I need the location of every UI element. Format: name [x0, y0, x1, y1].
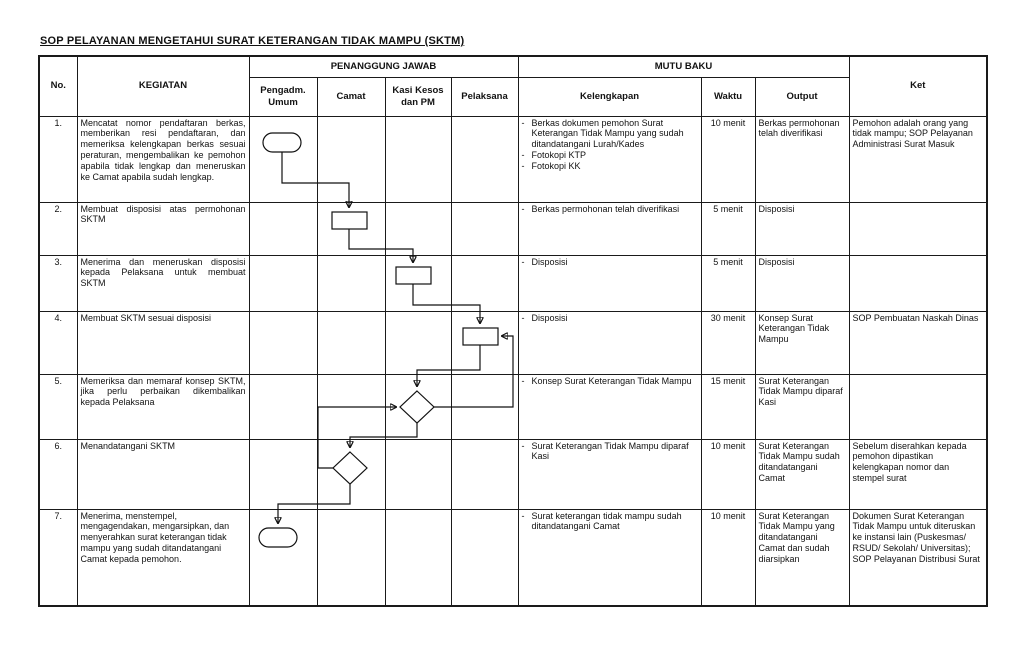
- bullet-dash: -: [521, 150, 525, 161]
- row-number: 2.: [39, 202, 77, 255]
- output-cell: Disposisi: [755, 255, 849, 311]
- col-header-no: No.: [39, 56, 77, 116]
- kegiatan-cell: Membuat SKTM sesuai disposisi: [77, 311, 249, 374]
- lane-cell-camat: [317, 374, 385, 439]
- kegiatan-cell: Menandatangani SKTM: [77, 439, 249, 509]
- waktu-cell: 10 menit: [701, 509, 755, 606]
- bullet-text: Surat keterangan tidak mampu sudah ditandatangani Camat: [531, 510, 682, 532]
- waktu-cell: 5 menit: [701, 255, 755, 311]
- lane-cell-kasi: [385, 255, 451, 311]
- lane-cell-kasi: [385, 374, 451, 439]
- page-title: SOP PELAYANAN MENGETAHUI SURAT KETERANGAN TIDAK MAMPU (SKTM): [40, 35, 465, 47]
- bullet-text: Fotokopi KTP: [531, 150, 587, 161]
- ket-cell: [849, 374, 987, 439]
- bullet-item: [522, 161, 698, 172]
- bullet-item: [522, 118, 698, 151]
- lane-cell-camat: [317, 509, 385, 606]
- bullet-dash: -: [521, 161, 525, 172]
- kelengkapan-cell: [518, 202, 701, 255]
- bullet-dash: -: [521, 312, 525, 323]
- table-row: [39, 116, 987, 202]
- kegiatan-cell: Memeriksa dan memaraf konsep SKTM, jika perlu perbaikan dikembalikan kepada Pelaksana: [77, 374, 249, 439]
- ket-cell: SOP Pembuatan Naskah Dinas: [849, 311, 987, 374]
- bullet-item: [522, 204, 698, 215]
- col-header-pelaksana: Pelaksana: [451, 77, 518, 116]
- lane-cell-camat: [317, 311, 385, 374]
- bullet-dash: -: [521, 375, 525, 386]
- col-header-pengadm-umum: Pengadm. Umum: [249, 77, 317, 116]
- col-header-waktu: Waktu: [701, 77, 755, 116]
- table-row: [39, 509, 987, 606]
- table-row: [39, 311, 987, 374]
- kelengkapan-cell: [518, 311, 701, 374]
- lane-cell-kasi: [385, 311, 451, 374]
- lane-cell-kasi: [385, 116, 451, 202]
- col-header-output: Output: [755, 77, 849, 116]
- lane-cell-camat: [317, 116, 385, 202]
- group-header-penanggung-jawab: PENANGGUNG JAWAB: [249, 56, 518, 77]
- kelengkapan-cell: [518, 509, 701, 606]
- waktu-cell: 10 menit: [701, 116, 755, 202]
- sop-table: [38, 55, 988, 607]
- output-cell: Disposisi: [755, 202, 849, 255]
- bullet-item: [522, 313, 698, 324]
- table-row: [39, 439, 987, 509]
- row-number: 7.: [39, 509, 77, 606]
- table-row: [39, 255, 987, 311]
- output-cell: Berkas permohonan telah diverifikasi: [755, 116, 849, 202]
- lane-cell-kasi: [385, 202, 451, 255]
- col-header-kelengkapan: Kelengkapan: [518, 77, 701, 116]
- kelengkapan-cell: [518, 255, 701, 311]
- lane-cell-pelaksana: [451, 439, 518, 509]
- kegiatan-cell: Menerima dan meneruskan disposisi kepada Pelaksana untuk membuat SKTM: [77, 255, 249, 311]
- kegiatan-cell: Menerima, menstempel, mengagendakan, mengarsipkan, dan menyerahkan surat keterangan tidak mampu yang sudah ditandatangani Camat kepada pemohon.: [77, 509, 249, 606]
- lane-cell-pengadm: [249, 202, 317, 255]
- col-header-kasi-kesos: Kasi Kesos dan PM: [385, 77, 451, 116]
- lane-cell-camat: [317, 439, 385, 509]
- bullet-text: Surat Keterangan Tidak Mampu diparaf Kasi: [531, 440, 689, 462]
- output-cell: Konsep Surat Keterangan Tidak Mampu: [755, 311, 849, 374]
- lane-cell-kasi: [385, 439, 451, 509]
- row-number: 3.: [39, 255, 77, 311]
- lane-cell-pelaksana: [451, 311, 518, 374]
- bullet-text: Berkas permohonan telah diverifikasi: [531, 203, 680, 214]
- ket-cell: [849, 202, 987, 255]
- bullet-text: Disposisi: [531, 312, 568, 323]
- ket-cell: Sebelum diserahkan kepada pemohon dipastikan kelengkapan nomor dan stempel surat: [849, 439, 987, 509]
- col-header-camat: Camat: [317, 77, 385, 116]
- output-cell: Surat Keterangan Tidak Mampu diparaf Kasi: [755, 374, 849, 439]
- lane-cell-camat: [317, 202, 385, 255]
- bullet-item: [522, 441, 698, 463]
- lane-cell-pengadm: [249, 311, 317, 374]
- bullet-dash: -: [521, 203, 525, 214]
- lane-cell-pelaksana: [451, 116, 518, 202]
- output-cell: Surat Keterangan Tidak Mampu yang ditandatangani Camat dan sudah diarsipkan: [755, 509, 849, 606]
- output-cell: Surat Keterangan Tidak Mampu sudah ditandatangani Camat: [755, 439, 849, 509]
- group-header-mutu-baku: MUTU BAKU: [518, 56, 849, 77]
- lane-cell-pelaksana: [451, 255, 518, 311]
- lane-cell-pelaksana: [451, 374, 518, 439]
- bullet-item: [522, 150, 698, 161]
- lane-cell-pengadm: [249, 509, 317, 606]
- bullet-text: Berkas dokumen pemohon Surat Keterangan Tidak Mampu yang sudah ditandatangani Lurah/Kades: [531, 117, 684, 150]
- bullet-dash: -: [521, 510, 525, 521]
- bullet-dash: -: [521, 440, 525, 451]
- row-number: 4.: [39, 311, 77, 374]
- lane-cell-pelaksana: [451, 509, 518, 606]
- table-row: [39, 202, 987, 255]
- bullet-item: [522, 257, 698, 268]
- kelengkapan-cell: [518, 116, 701, 202]
- bullet-item: [522, 376, 698, 387]
- bullet-dash: -: [521, 256, 525, 267]
- table-row: [39, 374, 987, 439]
- lane-cell-pelaksana: [451, 202, 518, 255]
- bullet-text: Konsep Surat Keterangan Tidak Mampu: [531, 375, 692, 386]
- bullet-item: [522, 511, 698, 533]
- waktu-cell: 5 menit: [701, 202, 755, 255]
- lane-cell-camat: [317, 255, 385, 311]
- lane-cell-kasi: [385, 509, 451, 606]
- lane-cell-pengadm: [249, 116, 317, 202]
- row-number: 5.: [39, 374, 77, 439]
- bullet-text: Disposisi: [531, 256, 568, 267]
- kelengkapan-cell: [518, 439, 701, 509]
- col-header-ket: Ket: [849, 56, 987, 116]
- kegiatan-cell: Membuat disposisi atas permohonan SKTM: [77, 202, 249, 255]
- waktu-cell: 10 menit: [701, 439, 755, 509]
- waktu-cell: 15 menit: [701, 374, 755, 439]
- ket-cell: [849, 255, 987, 311]
- kelengkapan-cell: [518, 374, 701, 439]
- bullet-dash: -: [521, 117, 525, 128]
- ket-cell: Dokumen Surat Keterangan Tidak Mampu untuk diteruskan ke instansi lain (Puskesmas/ RSUD/ Sekolah/ Universitas); SOP Pelayanan Distribusi Surat: [849, 509, 987, 606]
- waktu-cell: 30 menit: [701, 311, 755, 374]
- kegiatan-cell: Mencatat nomor pendaftaran berkas, memberikan resi pendaftaran, dan memeriksa kelengkapan berkas sesuai peraturan, mengembalikan ke pemohon apabila tidak lengkap dan meneruskan ke Camat apabila sudah lengkap.: [77, 116, 249, 202]
- lane-cell-pengadm: [249, 374, 317, 439]
- row-number: 6.: [39, 439, 77, 509]
- col-header-kegiatan: KEGIATAN: [77, 56, 249, 116]
- row-number: 1.: [39, 116, 77, 202]
- lane-cell-pengadm: [249, 439, 317, 509]
- bullet-text: Fotokopi KK: [531, 161, 581, 172]
- lane-cell-pengadm: [249, 255, 317, 311]
- ket-cell: Pemohon adalah orang yang tidak mampu; SOP Pelayanan Administrasi Surat Masuk: [849, 116, 987, 202]
